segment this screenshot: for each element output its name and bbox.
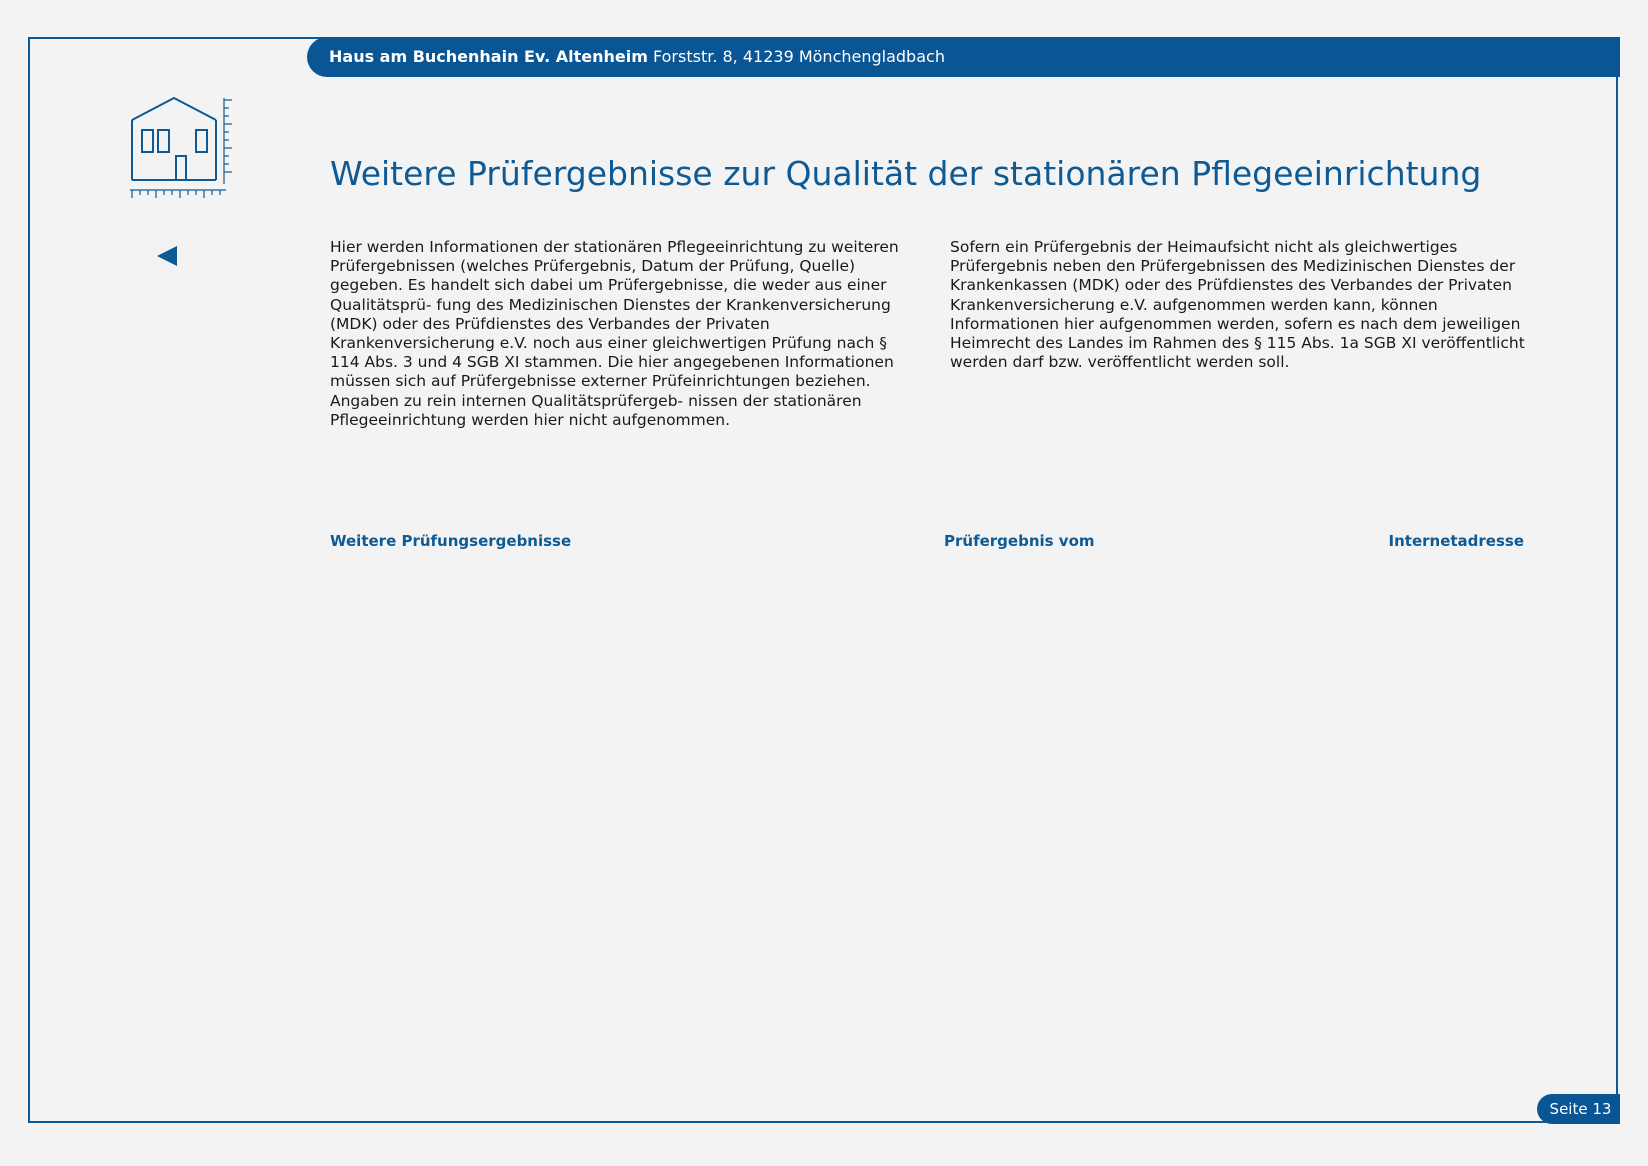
page-title: Weitere Prüfergebnisse zur Qualität der stationären Pflegeeinrichtung <box>330 154 1482 193</box>
page-frame <box>28 37 1618 1123</box>
intro-text-right: Sofern ein Prüfergebnis der Heimaufsicht nicht als gleichwertiges Prüfergebnis neben den Prüfergebnissen des Medizinischen Dienstes der Krankenkassen (MDK) oder des Prüfdienstes des Verbandes der Privaten Krankenversicherung e.V. aufgenommen werden kann, können Informationen hier aufgenommen werden, sofern es nach dem jeweiligen Heimrecht des Landes im Rahmen des § 115 Abs. 1a SGB XI veröffentlicht werden darf bzw. veröffentlicht werden soll. <box>950 238 1525 372</box>
house-with-ruler-icon <box>126 94 236 202</box>
intro-text-left: Hier werden Informationen der stationären Pflegeeinrichtung zu weiteren Prüfergebnissen (welches Prüfergebnis, Datum der Prüfung, Quelle) gegeben. Es handelt sich dabei um Prüfergebnisse, die weder aus einer Qualitätsprü- fung des Medizinischen Dienstes der Krankenversicherung (MDK) oder des Prüfdienstes des Verbandes der Privaten Krankenversicherung e.V. noch aus einer gleichwertigen Prüfung nach § 114 Abs. 3 und 4 SGB XI stammen. Die hier angegebenen Informationen müssen sich auf Prüfergebnisse externer Prüfeinrichtungen beziehen. Angaben zu rein internen Qualitätsprüfergeb- nissen der stationären Pflegeeinrichtung werden hier nicht aufgenommen. <box>330 238 899 429</box>
column-header-date: Prüfergebnis vom <box>944 532 1095 550</box>
facility-name: Haus am Buchenhain Ev. Altenheim <box>329 47 648 66</box>
back-arrow-icon[interactable] <box>157 246 177 266</box>
page-number-badge: Seite 13 <box>1537 1094 1620 1124</box>
column-header-results: Weitere Prüfungsergebnisse <box>330 532 572 550</box>
column-header-url: Internetadresse <box>1388 532 1524 550</box>
facility-header <box>307 37 1620 77</box>
facility-address: Forststr. 8, 41239 Mönchengladbach <box>653 47 945 66</box>
